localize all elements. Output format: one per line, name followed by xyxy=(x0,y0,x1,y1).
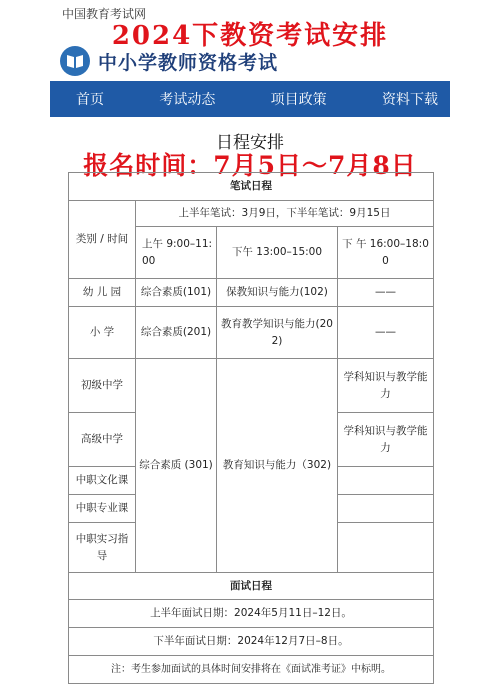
interview-second-half: 下半年面试日期：2024年12月7日–8日。 xyxy=(69,628,434,656)
schedule-table xyxy=(68,172,434,684)
logo-text: 中小学教师资格考试 xyxy=(98,51,279,74)
category-vocational-practice: 中职实习指导 xyxy=(69,523,136,573)
nav-policy[interactable]: 项目政策 xyxy=(270,92,327,108)
category-vocational-culture: 中职文化课 xyxy=(69,467,136,495)
headline: 2024下教资考试安排 xyxy=(111,21,389,51)
primary-morning: 综合素质(201) xyxy=(136,307,217,359)
interview-title: 面试日程 xyxy=(69,573,434,600)
section-title: 日程安排 xyxy=(216,133,284,153)
registration-time: 报名时间：7月5日～7月8日 xyxy=(83,151,417,180)
interview-first-half: 上半年面试日期：2024年5月11日–12日。 xyxy=(69,600,434,628)
nav-home[interactable]: 首页 xyxy=(76,92,104,108)
session-morning: 上午 9:00–11:00 xyxy=(136,227,217,279)
site-logo[interactable] xyxy=(60,44,278,78)
vocational-specialty-evening xyxy=(338,495,434,523)
category-primary: 小 学 xyxy=(69,307,136,359)
session-evening: 下 午 16:00–18:00 xyxy=(338,227,434,279)
nav-downloads[interactable]: 资料下载 xyxy=(381,92,438,108)
primary-evening: —— xyxy=(338,307,434,359)
category-vocational-specialty: 中职专业课 xyxy=(69,495,136,523)
junior-high-evening: 学科知识与教学能力 xyxy=(338,359,434,413)
vocational-culture-evening xyxy=(338,467,434,495)
site-name: 中国教育考试网 xyxy=(62,7,147,21)
vocational-practice-evening xyxy=(338,523,434,573)
secondary-afternoon: 教育知识与能力（302) xyxy=(217,359,338,573)
category-header: 类别 / 时间 xyxy=(69,201,136,279)
kindergarten-morning: 综合素质(101) xyxy=(136,279,217,307)
category-kindergarten: 幼 儿 园 xyxy=(69,279,136,307)
written-dates: 上半年笔试：3月9日，下半年笔试：9月15日 xyxy=(136,201,434,227)
written-title: 笔试日程 xyxy=(69,173,434,201)
session-afternoon: 下午 13:00–15:00 xyxy=(217,227,338,279)
kindergarten-evening: —— xyxy=(338,279,434,307)
category-junior-high: 初级中学 xyxy=(69,359,136,413)
interview-note: 注：考生参加面试的具体时间安排将在《面试准考证》中标明。 xyxy=(69,656,434,684)
senior-high-evening: 学科知识与教学能力 xyxy=(338,413,434,467)
nav-exam-news[interactable]: 考试动态 xyxy=(159,92,216,108)
main-nav xyxy=(50,81,450,117)
category-senior-high: 高级中学 xyxy=(69,413,136,467)
kindergarten-afternoon: 保教知识与能力(102) xyxy=(217,279,338,307)
book-icon xyxy=(60,46,90,76)
primary-afternoon: 教育教学知识与能力(202) xyxy=(217,307,338,359)
secondary-morning: 综合素质 (301) xyxy=(136,359,217,573)
